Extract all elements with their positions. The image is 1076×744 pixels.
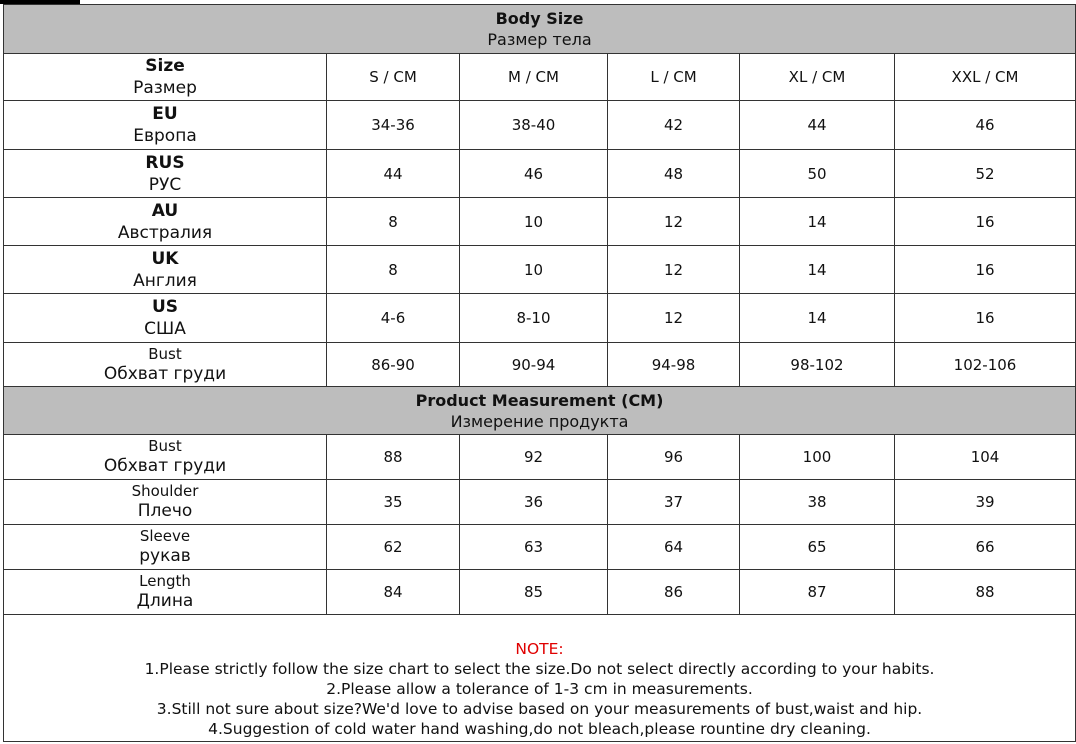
- cell-value: 36: [460, 480, 608, 525]
- product-title: Product Measurement (CM): [415, 390, 664, 410]
- product-row-label-bust: [4, 435, 327, 480]
- cell-value: 66: [895, 525, 1076, 570]
- cell-value: 85: [460, 570, 608, 615]
- row-label-ru: Длина: [136, 591, 194, 611]
- cell-value: 12: [608, 198, 740, 246]
- cell-value: 39: [895, 480, 1076, 525]
- cell-value: 14: [740, 246, 895, 294]
- cell-value: 64: [608, 525, 740, 570]
- body-size-subtitle: Размер тела: [487, 30, 592, 49]
- row-label-uk: [4, 246, 327, 294]
- row-label: Bust: [148, 437, 182, 455]
- note-line-4: 4.Suggestion of cold water hand washing,do not bleach,please rountine dry cleaning.: [208, 720, 871, 738]
- table-row: [4, 150, 1076, 198]
- row-label-us: [4, 294, 327, 343]
- product-subtitle: Измерение продукта: [450, 411, 629, 431]
- table-row: [4, 198, 1076, 246]
- product-header-row: [4, 387, 1076, 435]
- cell-value: 14: [740, 198, 895, 246]
- product-measurement-header: [4, 387, 1076, 435]
- cell-value: 44: [327, 150, 460, 198]
- cell-value: 46: [460, 150, 608, 198]
- cell-value: 8: [327, 198, 460, 246]
- column-header-xxl: XXL / CM: [895, 54, 1076, 101]
- row-label-bust: [4, 343, 327, 387]
- cell-value: 34-36: [327, 101, 460, 150]
- size-header-row: [4, 54, 1076, 101]
- row-label-ru: Австралия: [117, 222, 213, 243]
- row-label-ru: Европа: [133, 126, 197, 146]
- cell-value: 65: [740, 525, 895, 570]
- product-row-label-shoulder: [4, 480, 327, 525]
- cell-value: 37: [608, 480, 740, 525]
- table-row: [4, 435, 1076, 480]
- table-row: [4, 101, 1076, 150]
- product-row-label-length: [4, 570, 327, 615]
- row-label-ru: РУС: [148, 174, 182, 195]
- cell-value: 38-40: [460, 101, 608, 150]
- cell-value: 63: [460, 525, 608, 570]
- note-title: NOTE:: [515, 640, 564, 658]
- cell-value: 16: [895, 198, 1076, 246]
- cell-value: 14: [740, 294, 895, 343]
- size-label-ru: Размер: [133, 78, 197, 98]
- table-row: [4, 343, 1076, 387]
- cell-value: 10: [460, 246, 608, 294]
- row-label-rus: [4, 150, 327, 198]
- cell-value: 90-94: [460, 343, 608, 387]
- column-header-l: L / CM: [608, 54, 740, 101]
- row-label: AU: [151, 200, 179, 221]
- cell-value: 12: [608, 294, 740, 343]
- table-row: [4, 246, 1076, 294]
- row-label: RUS: [145, 152, 185, 173]
- cell-value: 8: [327, 246, 460, 294]
- cell-value: 10: [460, 198, 608, 246]
- cell-value: 96: [608, 435, 740, 480]
- cell-value: 16: [895, 294, 1076, 343]
- cell-value: 62: [327, 525, 460, 570]
- body-size-header-row: [4, 5, 1076, 54]
- row-label: Length: [139, 572, 191, 590]
- cell-value: 94-98: [608, 343, 740, 387]
- column-header-s: S / CM: [327, 54, 460, 101]
- body-size-title: Body Size: [495, 9, 584, 28]
- cell-value: 35: [327, 480, 460, 525]
- cell-value: 12: [608, 246, 740, 294]
- column-header-m: M / CM: [460, 54, 608, 101]
- row-label-ru: Обхват груди: [103, 363, 227, 384]
- cell-value: 48: [608, 150, 740, 198]
- table-row: [4, 294, 1076, 343]
- cell-value: 8-10: [460, 294, 608, 343]
- table-row: [4, 525, 1076, 570]
- row-label: EU: [152, 104, 178, 124]
- cell-value: 50: [740, 150, 895, 198]
- cell-value: 38: [740, 480, 895, 525]
- cell-value: 87: [740, 570, 895, 615]
- table-row: [4, 480, 1076, 525]
- cell-value: 92: [460, 435, 608, 480]
- row-label: US: [151, 297, 179, 317]
- cell-value: 86: [608, 570, 740, 615]
- row-label-ru: Плечо: [137, 501, 193, 521]
- product-row-label-sleeve: [4, 525, 327, 570]
- row-label-ru: рукав: [139, 546, 191, 566]
- size-label-cell: [4, 54, 327, 101]
- row-label: UK: [151, 248, 179, 269]
- column-header-xl: XL / CM: [740, 54, 895, 101]
- cell-value: 52: [895, 150, 1076, 198]
- note-line-2: 2.Please allow a tolerance of 1-3 cm in measurements.: [326, 680, 753, 698]
- cell-value: 16: [895, 246, 1076, 294]
- row-label-eu: [4, 101, 327, 150]
- cell-value: 100: [740, 435, 895, 480]
- cell-value: 46: [895, 101, 1076, 150]
- cell-value: 84: [327, 570, 460, 615]
- cell-value: 44: [740, 101, 895, 150]
- row-label: Bust: [148, 344, 182, 363]
- cell-value: 98-102: [740, 343, 895, 387]
- row-label: Sleeve: [139, 527, 191, 545]
- row-label-ru: США: [144, 319, 186, 339]
- size-chart-table: [3, 4, 1076, 742]
- row-label-ru: Англия: [133, 270, 197, 291]
- row-label-ru: Обхват груди: [103, 456, 227, 476]
- size-label: Size: [145, 56, 185, 76]
- table-row: [4, 570, 1076, 615]
- note-line-3: 3.Still not sure about size?We'd love to advise based on your measurements of bust,waist and hip.: [156, 700, 923, 718]
- notes-row: [4, 615, 1076, 742]
- note-line-1: 1.Please strictly follow the size chart to select the size.Do not select directly according to your habits.: [144, 660, 935, 678]
- notes-cell: [4, 615, 1076, 742]
- row-label: Shoulder: [131, 482, 199, 500]
- cell-value: 104: [895, 435, 1076, 480]
- cell-value: 86-90: [327, 343, 460, 387]
- cell-value: 4-6: [327, 294, 460, 343]
- cell-value: 88: [327, 435, 460, 480]
- cell-value: 88: [895, 570, 1076, 615]
- cell-value: 42: [608, 101, 740, 150]
- row-label-au: [4, 198, 327, 246]
- cell-value: 102-106: [895, 343, 1076, 387]
- body-size-header: [4, 5, 1076, 54]
